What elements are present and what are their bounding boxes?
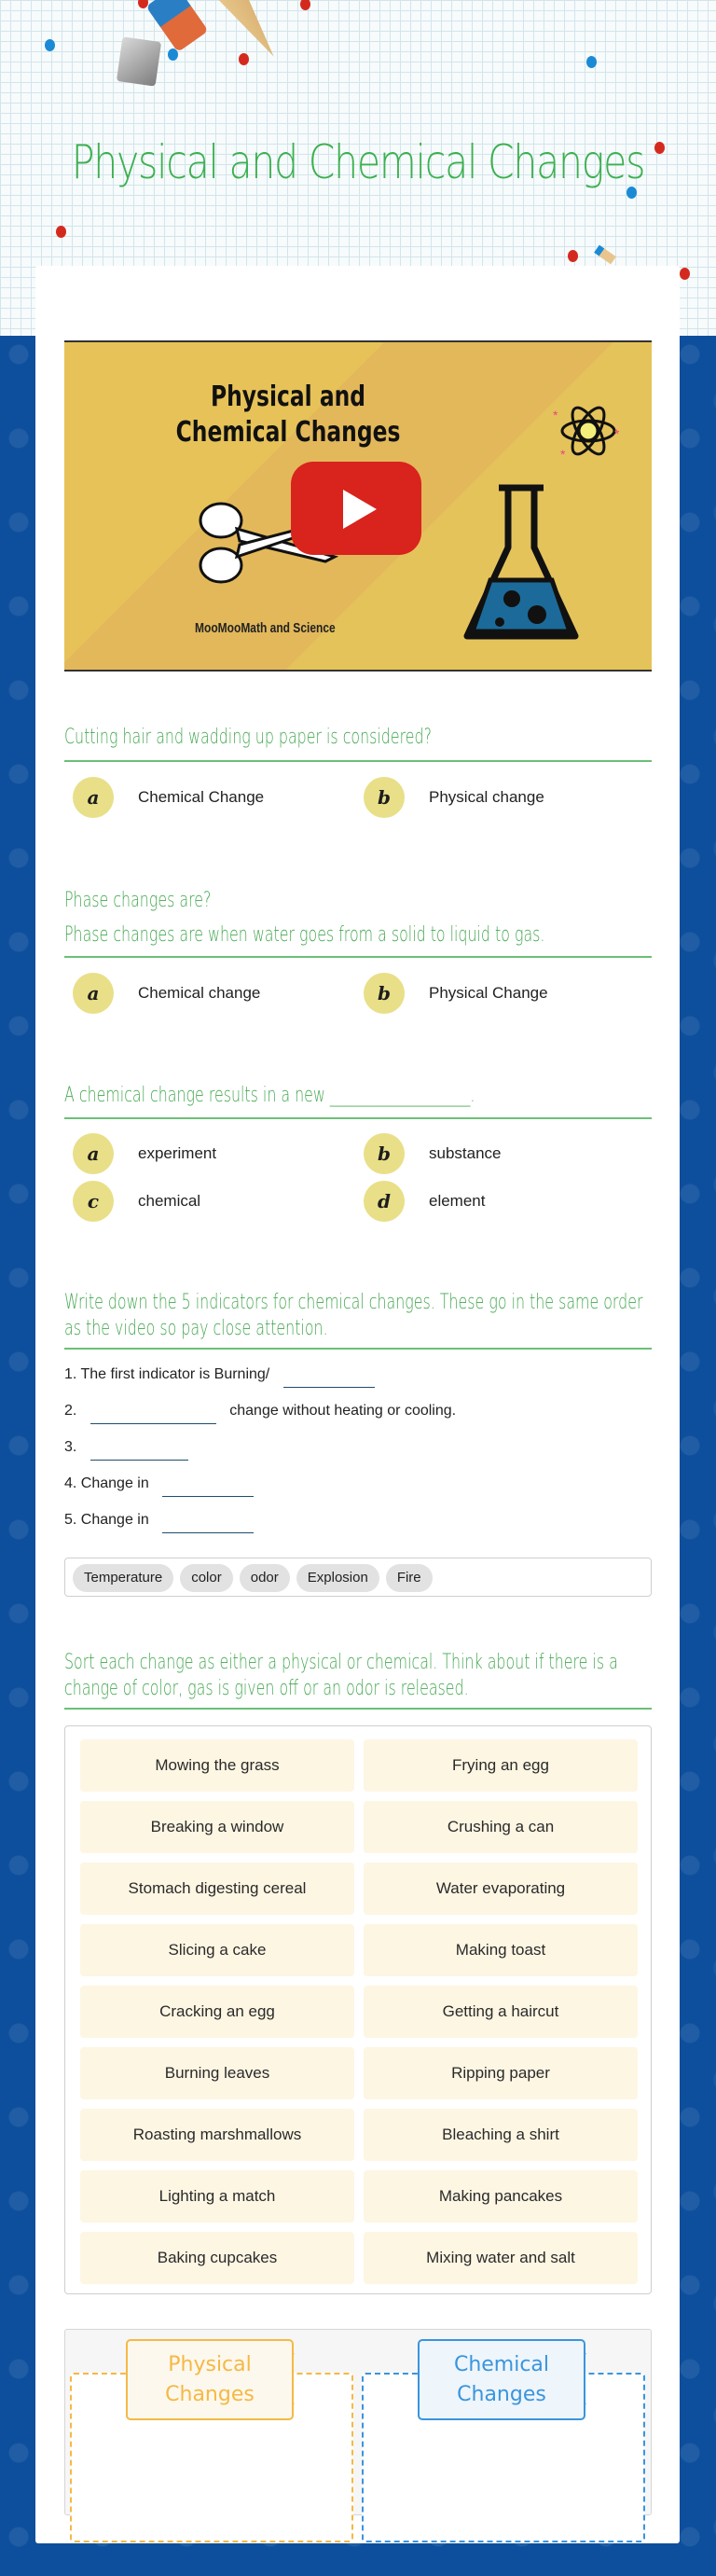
sort-item[interactable]: Making toast — [364, 1924, 638, 1976]
sort-item[interactable]: Lighting a match — [80, 2170, 354, 2223]
sort-items-container — [64, 1725, 652, 2294]
option-label: Physical Change — [429, 984, 548, 1002]
option-letter-badge: b — [364, 1133, 405, 1174]
word-chip[interactable]: color — [180, 1564, 233, 1592]
question-3-title: A chemical change results in a new ___________________. — [64, 1084, 475, 1107]
dot-decoration — [56, 226, 66, 238]
question-1-option-b[interactable] — [364, 777, 544, 818]
question-3-option-d[interactable] — [364, 1181, 485, 1222]
dot-decoration — [568, 250, 578, 262]
sort-item[interactable]: Ripping paper — [364, 2047, 638, 2099]
option-label: experiment — [138, 1144, 217, 1162]
page-title: Physical and Chemical Changes — [71, 135, 645, 189]
sort-item[interactable]: Crushing a can — [364, 1801, 638, 1853]
sharpener-decoration — [117, 36, 161, 86]
question-2-subtitle: Phase changes are when water goes from a solid to liquid to gas. — [64, 923, 545, 947]
indicator-line-text: 5. Change in — [64, 1512, 149, 1528]
svg-text:*: * — [553, 408, 558, 422]
video-credit: MooMooMath and Science — [195, 620, 336, 636]
sort-item[interactable]: Roasting marshmallows — [80, 2109, 354, 2161]
indicator-line-text: 4. Change in — [64, 1475, 149, 1491]
question-2-option-a[interactable] — [73, 973, 260, 1014]
question-2-title: Phase changes are? — [64, 889, 212, 912]
video-thumbnail-title: Physical and Chemical Changes — [175, 381, 401, 449]
sort-item[interactable]: Baking cupcakes — [80, 2232, 354, 2284]
indicator-2-input[interactable] — [90, 1406, 216, 1424]
sort-item[interactable]: Making pancakes — [364, 2170, 638, 2223]
indicator-line-text: change without heating or cooling. — [229, 1403, 457, 1419]
indicator-line-text: 3. — [64, 1439, 77, 1455]
indicator-line-text: 2. — [64, 1403, 77, 1419]
indicator-line-text: 1. The first indicator is Burning/ — [64, 1366, 270, 1382]
option-letter-badge: a — [73, 777, 114, 818]
sort-item[interactable]: Mixing water and salt — [364, 2232, 638, 2284]
worksheet-card — [35, 266, 680, 2543]
sort-title: Sort each change as either a physical or chemical. Think about if there is a change of color, gas is given off or an odor is released. — [64, 1651, 618, 1700]
word-chip[interactable]: odor — [240, 1564, 290, 1592]
sort-categories-area — [64, 2329, 652, 2515]
divider — [64, 1708, 652, 1710]
word-chip[interactable]: Fire — [386, 1564, 433, 1592]
question-3-option-b[interactable] — [364, 1133, 502, 1174]
sort-item[interactable]: Frying an egg — [364, 1739, 638, 1792]
sort-item[interactable]: Cracking an egg — [80, 1986, 354, 2038]
chemical-changes-label: Chemical Changes — [418, 2339, 585, 2420]
indicator-4-input[interactable] — [162, 1478, 254, 1497]
option-label: substance — [429, 1144, 502, 1162]
option-letter-badge: c — [73, 1181, 114, 1222]
option-letter-badge: a — [73, 973, 114, 1014]
option-label: element — [429, 1192, 486, 1210]
question-3-option-a[interactable] — [73, 1133, 216, 1174]
dot-decoration — [45, 39, 55, 51]
flask-icon — [458, 482, 585, 645]
divider — [64, 1117, 652, 1119]
question-3-option-c[interactable] — [73, 1181, 200, 1222]
svg-text:*: * — [560, 447, 566, 462]
dot-decoration — [654, 142, 665, 154]
indicator-5-input[interactable] — [162, 1515, 254, 1533]
video-player[interactable] — [64, 340, 652, 672]
indicator-line-2 — [64, 1403, 456, 1424]
option-letter-badge: b — [364, 973, 405, 1014]
word-chip[interactable]: Explosion — [296, 1564, 379, 1592]
indicator-1-input[interactable] — [283, 1369, 375, 1388]
dot-decoration — [586, 56, 597, 68]
atom-icon — [551, 394, 626, 468]
option-label: Physical change — [429, 788, 544, 806]
indicator-line-5 — [64, 1512, 254, 1533]
sort-item[interactable]: Stomach digesting cereal — [80, 1863, 354, 1915]
divider — [64, 1348, 652, 1350]
question-1-option-a[interactable] — [73, 777, 264, 818]
dot-decoration — [680, 268, 690, 280]
sort-item[interactable]: Slicing a cake — [80, 1924, 354, 1976]
indicator-line-3 — [64, 1439, 188, 1461]
sort-item[interactable]: Burning leaves — [80, 2047, 354, 2099]
question-1-title: Cutting hair and wadding up paper is considered? — [64, 726, 432, 749]
indicator-line-1 — [64, 1366, 375, 1388]
sort-item[interactable]: Bleaching a shirt — [364, 2109, 638, 2161]
dot-decoration — [168, 48, 178, 61]
indicators-title: Write down the 5 indicators for chemical changes. These go in the same order as the video so pay close attention. — [64, 1291, 643, 1340]
option-letter-badge: b — [364, 777, 405, 818]
option-letter-badge: a — [73, 1133, 114, 1174]
youtube-play-icon[interactable] — [291, 462, 421, 555]
svg-text:*: * — [614, 426, 620, 441]
sort-item[interactable]: Mowing the grass — [80, 1739, 354, 1792]
indicator-3-input[interactable] — [90, 1442, 188, 1461]
word-bank — [64, 1558, 652, 1597]
indicator-line-4 — [64, 1475, 254, 1497]
word-chip[interactable]: Temperature — [73, 1564, 173, 1592]
physical-changes-label: Physical Changes — [126, 2339, 294, 2420]
divider — [64, 760, 652, 762]
sort-item[interactable]: Breaking a window — [80, 1801, 354, 1853]
sort-item[interactable]: Getting a haircut — [364, 1986, 638, 2038]
question-2-option-b[interactable] — [364, 973, 548, 1014]
option-label: chemical — [138, 1192, 201, 1210]
option-letter-badge: d — [364, 1181, 405, 1222]
option-label: Chemical change — [138, 984, 261, 1002]
sort-item[interactable]: Water evaporating — [364, 1863, 638, 1915]
dot-decoration — [239, 53, 249, 65]
divider — [64, 956, 652, 958]
option-label: Chemical Change — [138, 788, 265, 806]
